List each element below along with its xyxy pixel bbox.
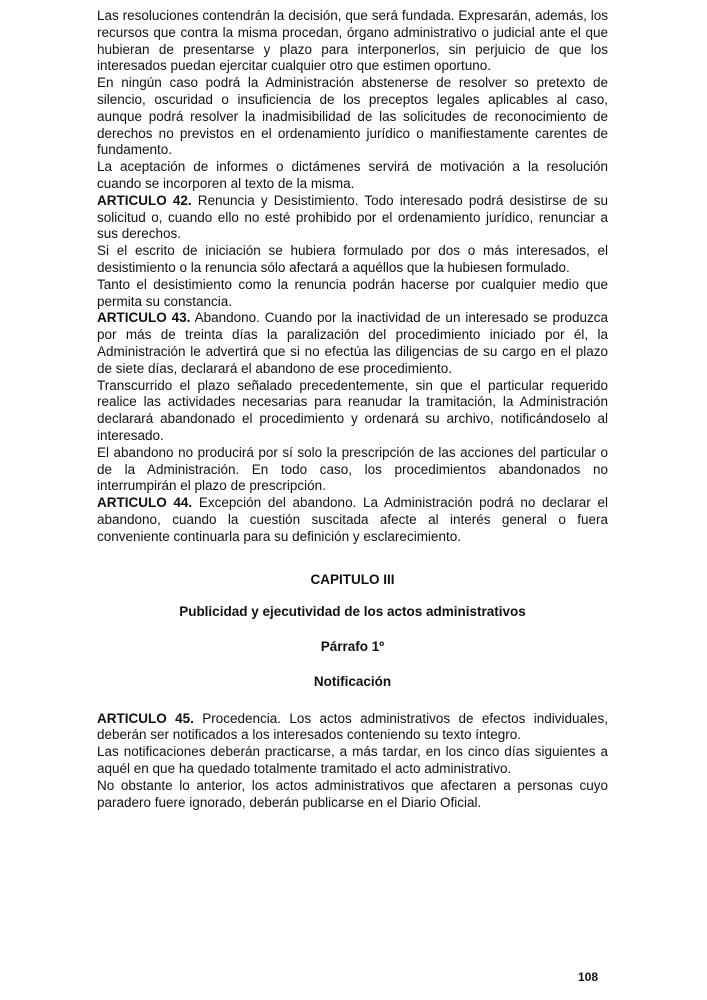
section-title: Notificación bbox=[313, 673, 392, 689]
document-page bbox=[97, 8, 608, 811]
paragraph: No obstante lo anterior, los actos administrativos que afectaren a personas cuyo paradero fuere ignorado, deberán publicarse en el Diario Oficial. bbox=[97, 777, 608, 810]
paragraph: Tanto el desistimiento como la renuncia podrán hacerse por cualquier medio que permita su constancia. bbox=[97, 276, 608, 309]
article-label: ARTICULO 42. bbox=[97, 192, 192, 208]
article-42 bbox=[97, 193, 608, 243]
article-label: ARTICULO 45. bbox=[97, 710, 194, 726]
article-label: ARTICULO 43. bbox=[97, 310, 191, 326]
paragraph: El abandono no producirá por sí solo la prescripción de las acciones del particular o de la Administración. En todo caso, los procedimientos abandonados no interrumpirán el plazo de prescripción. bbox=[97, 444, 608, 494]
article-43 bbox=[97, 310, 608, 377]
paragraph: Si el escrito de iniciación se hubiera formulado por dos o más interesados, el desistimiento o la renuncia sólo afectará a aquéllos que la hubiesen formulado. bbox=[97, 243, 608, 275]
article-44 bbox=[97, 495, 608, 545]
chapter-heading: CAPITULO III bbox=[310, 571, 395, 587]
article-text: Renuncia y Desistimiento. Todo interesado podrá desistirse de su solicitud o, cuando ello no esté prohibido por el ordenamiento jurídico, renunciar a sus derechos. bbox=[97, 192, 609, 242]
paragraph: Las notificaciones deberán practicarse, a más tardar, en los cinco días siguientes a aquél en que ha quedado totalmente tramitado el acto administrativo. bbox=[97, 744, 608, 777]
article-text: Abandono. Cuando por la inactividad de un interesado se produzca por más de treinta días la paralización del procedimiento iniciado por él, la Administración le advertirá que si no efectúa las diligencias de su cargo en el plazo de siete días, declarará el abandono de ese procedimiento. bbox=[97, 310, 608, 376]
article-text: Procedencia. Los actos administrativos de efectos individuales, deberán ser notificados a los interesados conteniendo su texto íntegro. bbox=[97, 710, 608, 743]
paragraph: Transcurrido el plazo señalado precedentemente, sin que el particular requerido realice las actividades necesarias para reanudar la tramitación, la Administración declarará abandonado el procedimiento y ordenará su archivo, notificándoselo al interesado. bbox=[97, 377, 608, 443]
section-heading: Párrafo 1º bbox=[320, 639, 385, 655]
page-number: 108 bbox=[578, 970, 599, 984]
paragraph: La aceptación de informes o dictámenes servirá de motivación a la resolución cuando se incorporen al texto de la misma. bbox=[97, 159, 608, 191]
chapter-subtitle: Publicidad y ejecutividad de los actos administrativos bbox=[179, 604, 526, 620]
article-45 bbox=[97, 711, 608, 745]
paragraph: Las resoluciones contendrán la decisión, que será fundada. Expresarán, además, los recursos que contra la misma procedan, órgano administrativo o judicial ante el que hubieran de presentarse y plazo para interponerlos, sin perjuicio de que los interesados puedan ejercitar cualquier otro que estimen oportuno. bbox=[97, 8, 608, 74]
article-text: Excepción del abandono. La Administración podrá no declarar el abandono, cuando la cuestión suscitada afecte al interés general o fuera conveniente continuarla para su definición y esclarecimiento. bbox=[97, 495, 608, 544]
paragraph: En ningún caso podrá la Administración abstenerse de resolver so pretexto de silencio, oscuridad o insuficiencia de los preceptos legales aplicables al caso, aunque podrá resolver la inadmisibilidad de las solicitudes de reconocimiento de derechos no previstos en el ordenamiento jurídico o manifiestamente carentes de fundamento. bbox=[97, 75, 608, 158]
article-label: ARTICULO 44. bbox=[97, 495, 193, 511]
